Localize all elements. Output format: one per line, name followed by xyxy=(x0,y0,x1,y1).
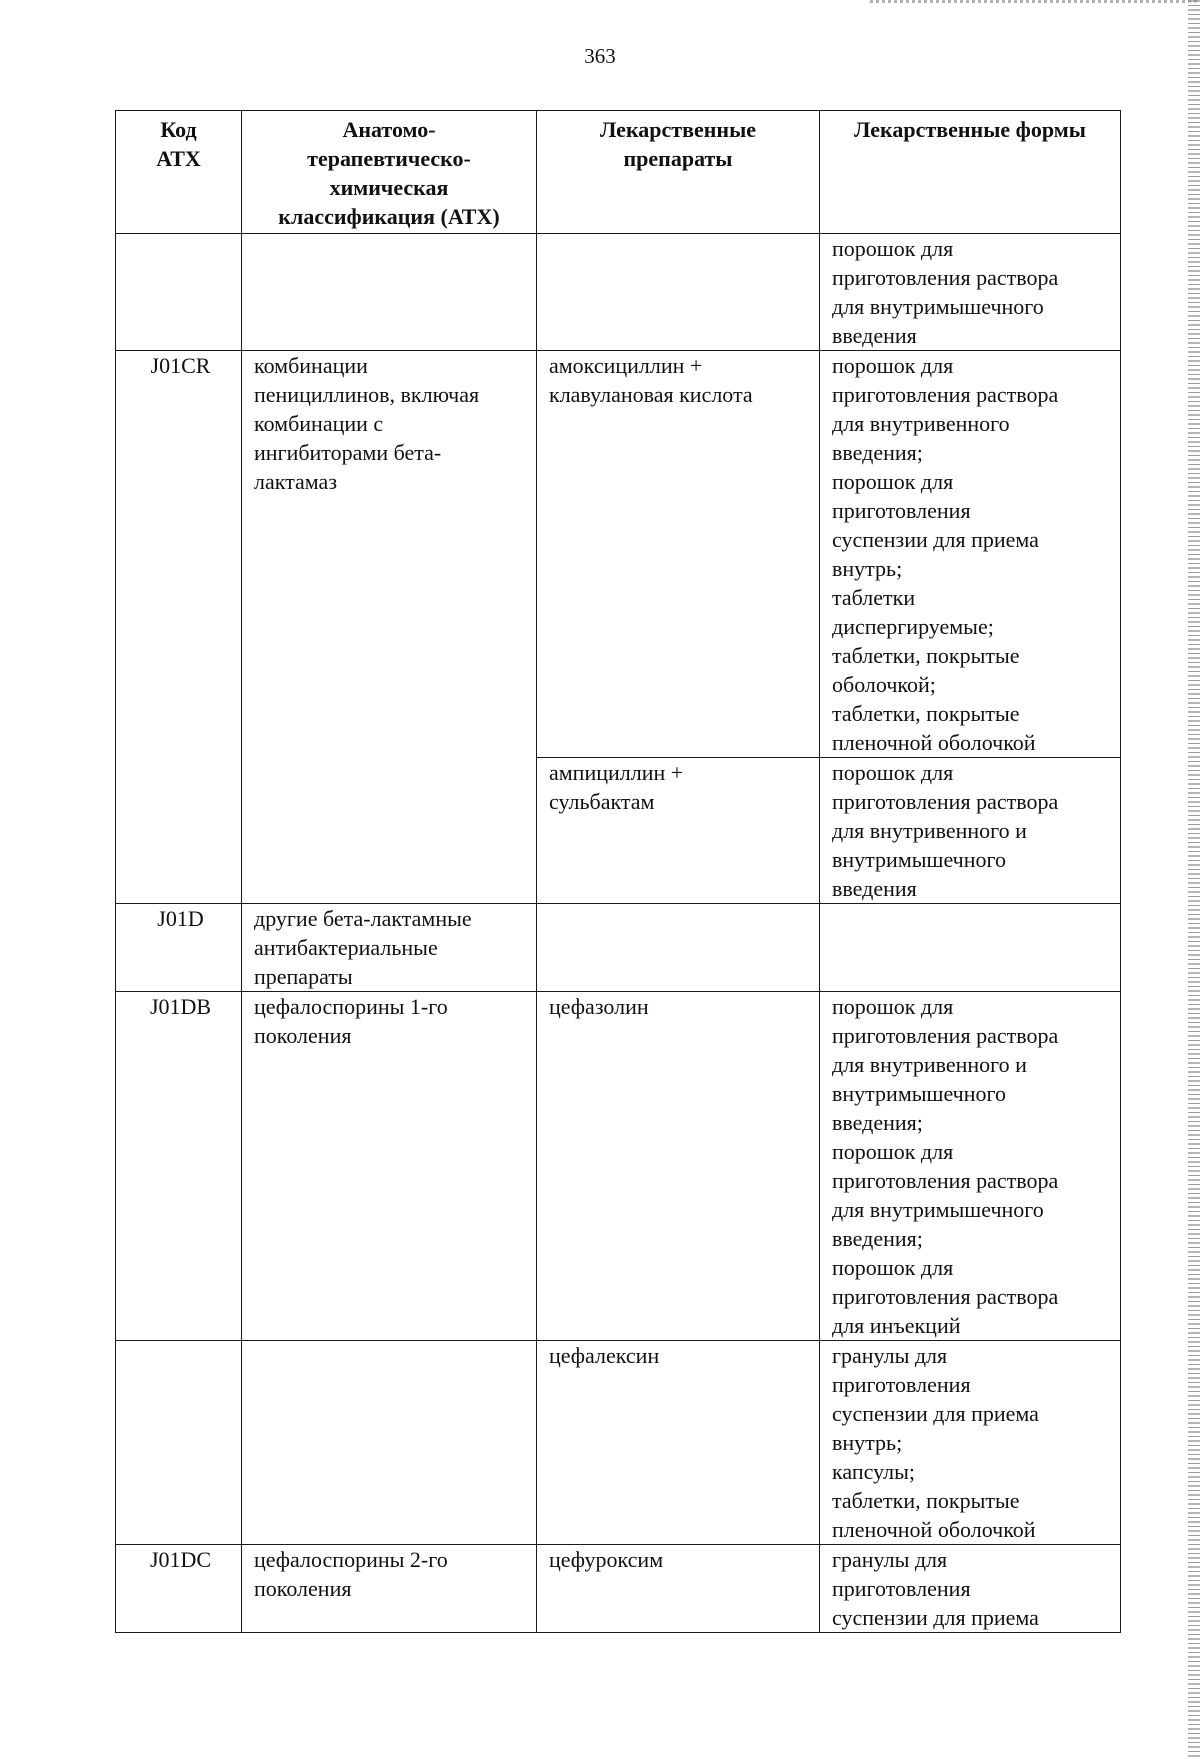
table-header-row xyxy=(116,111,1121,234)
header-classification: Анатомо- терапевтическо- химическая классификация (АТХ) xyxy=(242,111,537,234)
cell-code: J01D xyxy=(116,904,242,992)
table-row xyxy=(116,351,1121,758)
cell-forms: порошок для приготовления раствора для внутримышечного введения xyxy=(820,234,1121,351)
cell-drug: цефуроксим xyxy=(537,1545,820,1633)
cell-drug: цефалексин xyxy=(537,1341,820,1545)
header-code: Код АТХ xyxy=(116,111,242,234)
scan-edge-artifact xyxy=(1188,0,1200,1760)
cell-classification xyxy=(242,1341,537,1545)
table-row xyxy=(116,1545,1121,1633)
cell-drug: амоксициллин + клавулановая кислота xyxy=(537,351,820,758)
cell-forms: гранулы для приготовления суспензии для приема xyxy=(820,1545,1121,1633)
cell-drug: ампициллин + сульбактам xyxy=(537,758,820,904)
cell-forms: порошок для приготовления раствора для внутривенного и внутримышечного введения xyxy=(820,758,1121,904)
cell-drug xyxy=(537,234,820,351)
scan-top-rule xyxy=(870,0,1200,3)
cell-drug: цефазолин xyxy=(537,992,820,1341)
cell-forms xyxy=(820,904,1121,992)
table-row xyxy=(116,234,1121,351)
cell-classification xyxy=(242,234,537,351)
header-forms: Лекарственные формы xyxy=(820,111,1121,234)
cell-code xyxy=(116,234,242,351)
header-drugs: Лекарственные препараты xyxy=(537,111,820,234)
table-row xyxy=(116,992,1121,1341)
atx-drug-table xyxy=(115,110,1121,1633)
cell-classification: другие бета-лактамные антибактериальные препараты xyxy=(242,904,537,992)
cell-code xyxy=(116,1341,242,1545)
page-number: 363 xyxy=(584,44,616,68)
cell-code: J01CR xyxy=(116,351,242,904)
cell-classification: цефалоспорины 1-го поколения xyxy=(242,992,537,1341)
table-row xyxy=(116,904,1121,992)
cell-forms: порошок для приготовления раствора для внутривенного введения; порошок для приготовления суспензии для приема внутрь; таблетки диспергируемые; таблетки, покрытые оболочкой; таблетки, покрытые пленочной оболочкой xyxy=(820,351,1121,758)
cell-forms: гранулы для приготовления суспензии для приема внутрь; капсулы; таблетки, покрытые пленочной оболочкой xyxy=(820,1341,1121,1545)
cell-drug xyxy=(537,904,820,992)
cell-forms: порошок для приготовления раствора для внутривенного и внутримышечного введения; порошок для приготовления раствора для внутримышечного введения; порошок для приготовления раствора для инъекций xyxy=(820,992,1121,1341)
cell-classification: комбинации пенициллинов, включая комбинации с ингибиторами бета- лактамаз xyxy=(242,351,537,904)
table-row xyxy=(116,1341,1121,1545)
cell-code: J01DB xyxy=(116,992,242,1341)
cell-classification: цефалоспорины 2-го поколения xyxy=(242,1545,537,1633)
cell-code: J01DC xyxy=(116,1545,242,1633)
